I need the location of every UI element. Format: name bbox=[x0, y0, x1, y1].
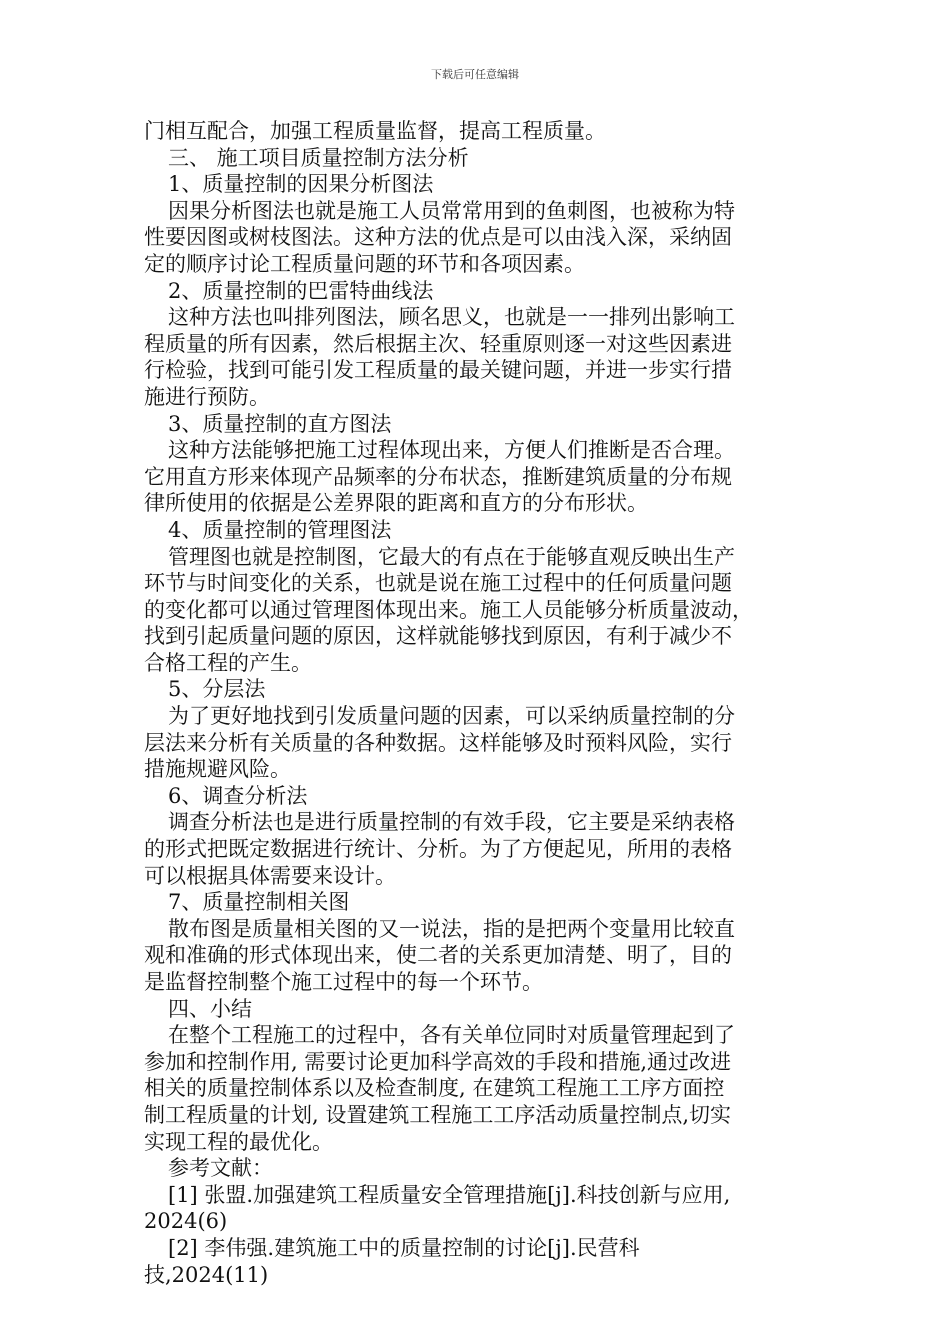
text-line: 措施规避风险。 bbox=[144, 757, 291, 782]
text-line: 这种方法能够把施工过程体现出来，方便人们推断是否合理。 bbox=[168, 438, 735, 463]
text-line: 在整个工程施工的过程中，各有关单位同时对质量管理起到了 bbox=[168, 1023, 735, 1048]
text-line: [1] 张盟.加强建筑工程质量安全管理措施[j].科技创新与应用, bbox=[168, 1182, 731, 1207]
text-line: [2] 李伟强.建筑施工中的质量控制的讨论[j].民营科 bbox=[168, 1235, 640, 1260]
text-line: 7、质量控制相关图 bbox=[168, 890, 350, 915]
text-line: 2、质量控制的巴雷特曲线法 bbox=[168, 278, 434, 303]
text-line: 散布图是质量相关图的又一说法，指的是把两个变量用比较直 bbox=[168, 916, 735, 941]
text-line: 找到引起质量问题的原因，这样就能够找到原因，有利于减少不 bbox=[144, 624, 732, 649]
text-line: 律所使用的依据是公差界限的距离和直方的分布形状。 bbox=[144, 491, 648, 516]
text-line: 因果分析图法也就是施工人员常常用到的鱼刺图，也被称为特 bbox=[168, 198, 735, 223]
text-line: 5、分层法 bbox=[168, 677, 266, 702]
text-line: 行检验，找到可能引发工程质量的最关键问题，并进一步实行措 bbox=[144, 358, 732, 383]
document-body bbox=[144, 118, 824, 1288]
text-line: 三、 施工项目质量控制方法分析 bbox=[168, 145, 469, 170]
text-line: 参加和控制作用, 需要讨论更加科学高效的手段和措施,通过改进 bbox=[144, 1049, 732, 1074]
text-line: 施进行预防。 bbox=[144, 384, 270, 409]
text-line: 层法来分析有关质量的各种数据。这样能够及时预料风险，实行 bbox=[144, 730, 732, 755]
text-line: 3、质量控制的直方图法 bbox=[168, 411, 392, 436]
text-line: 相关的质量控制体系以及检查制度, 在建筑工程施工工序方面控 bbox=[144, 1076, 725, 1101]
text-line: 合格工程的产生。 bbox=[144, 650, 312, 675]
text-line: 调查分析法也是进行质量控制的有效手段，它主要是采纳表格 bbox=[168, 810, 735, 835]
text-line: 为了更好地找到引发质量问题的因素，可以采纳质量控制的分 bbox=[168, 704, 735, 729]
text-line: 这种方法也叫排列图法，顾名思义，也就是一一排列出影响工 bbox=[168, 305, 735, 330]
text-line: 是监督控制整个施工过程中的每一个环节。 bbox=[144, 970, 543, 994]
text-line: 技,2024(11) bbox=[144, 1262, 269, 1287]
text-line: 四、小结 bbox=[168, 996, 252, 1021]
text-line: 的形式把既定数据进行统计、分析。为了方便起见，所用的表格 bbox=[144, 837, 732, 862]
text-line: 门相互配合，加强工程质量监督，提高工程质量。 bbox=[144, 119, 606, 143]
text-line: 它用直方形来体现产品频率的分布状态，推断建筑质量的分布规 bbox=[144, 464, 732, 489]
text-line: 制工程质量的计划, 设置建筑工程施工工序活动质量控制点,切实 bbox=[144, 1102, 732, 1127]
text-line: 2024(6) bbox=[144, 1209, 228, 1234]
text-line: 程质量的所有因素，然后根据主次、轻重原则逐一对这些因素进 bbox=[144, 331, 732, 356]
text-line: 定的顺序讨论工程质量问题的环节和各项因素。 bbox=[144, 251, 585, 276]
text-line: 管理图也就是控制图，它最大的有点在于能够直观反映出生产 bbox=[168, 544, 735, 569]
text-line: 4、质量控制的管理图法 bbox=[168, 517, 392, 542]
text-line: 的变化都可以通过管理图体现出来。施工人员能够分析质量波动， bbox=[144, 597, 753, 622]
text-line: 1、质量控制的因果分析图法 bbox=[168, 172, 434, 197]
text-line: 6、调查分析法 bbox=[168, 783, 308, 808]
text-line: 实现工程的最优化。 bbox=[144, 1129, 333, 1154]
text-line: 环节与时间变化的关系，也就是说在施工过程中的任何质量问题 bbox=[144, 571, 732, 596]
text-line: 性要因图或树枝图法。这种方法的优点是可以由浅入深，采纳固 bbox=[144, 225, 732, 250]
text-line: 可以根据具体需要来设计。 bbox=[144, 863, 396, 888]
text-line: 参考文献： bbox=[168, 1156, 273, 1181]
page-header: 下载后可任意编辑 bbox=[431, 68, 519, 81]
text-line: 观和准确的形式体现出来，使二者的关系更加清楚、明了，目的 bbox=[144, 943, 732, 968]
